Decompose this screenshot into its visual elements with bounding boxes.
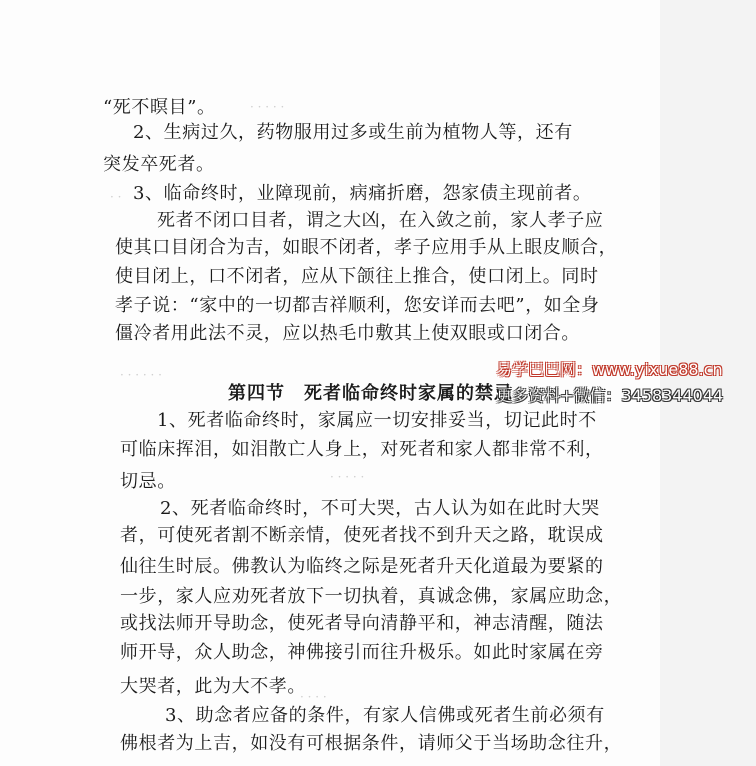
watermark-contact: 更多资料+微信：3458344044 [496,386,724,405]
text-line: 一步，家人应劝死者放下一切执着，真诚念佛，家属应助念， [120,586,623,607]
text-line: 者，可使死者割不断亲情，使死者找不到升天之路，耽误成 [120,525,604,546]
text-line: “死不暝目”。 [103,97,216,118]
scan-noise: · · · · [300,690,327,704]
text-line: 师开导，众人助念，神佛接引而往升极乐。如此时家属在旁 [120,642,604,663]
text-line: 2、死者临命终时，不可大哭，古人认为如在此时大哭 [160,498,600,519]
text-line: 3、助念者应备的条件，有家人信佛或死者生前必须有 [165,705,605,726]
text-line: 1、死者临命终时，家属应一切安排妥当，切记此时不 [157,410,597,431]
text-line: 突发卒死者。 [103,154,215,175]
scan-noise: · · · · · · [120,368,162,382]
scan-noise: · · [110,190,122,204]
text-line: 仙往生时辰。佛教认为临终之际是死者升天化道最为要紧的 [120,556,604,577]
text-line: 僵冷者用此法不灵，应以热毛巾敷其上使双眼或口闭合。 [115,323,580,344]
text-line: 使目闭上，口不闭者，应从下颌往上推合，使口闭上。同时 [115,266,599,287]
text-line: 孝子说：“家中的一切都吉祥顺利，您安详而去吧”，如全身 [115,295,600,316]
text-line: 3、临命终时，业障现前，病痛折磨，怨家债主现前者。 [133,183,592,204]
scan-noise: · · · · · [250,100,285,114]
text-line: 切忌。 [120,471,176,492]
watermark-site: 易学巴巴网：www.yixue88.cn [496,360,723,379]
text-line: 大哭者，此为大不孝。 [120,676,306,697]
text-line: 或找法师开导助念，使死者导向清静平和，神志清醒，随法 [120,613,604,634]
text-line: 死者不闭口目者，谓之大凶，在入敛之前，家人孝子应 [157,210,604,231]
text-line: 2、生病过久，药物服用过多或生前为植物人等，还有 [133,122,573,143]
section-heading: 第四节 死者临命终时家属的禁忌 [228,383,513,404]
text-line: 可临床挥泪，如泪散亡人身上，对死者和家人都非常不利， [120,439,604,460]
text-line: 佛根者为上吉，如没有可根据条件，请师父于当场助念往升， [120,733,623,754]
text-line: 使其口目闭合为吉，如眼不闭者，孝子应用手从上眼皮顺合， [115,237,618,258]
scan-noise: · · · · · [330,470,365,484]
